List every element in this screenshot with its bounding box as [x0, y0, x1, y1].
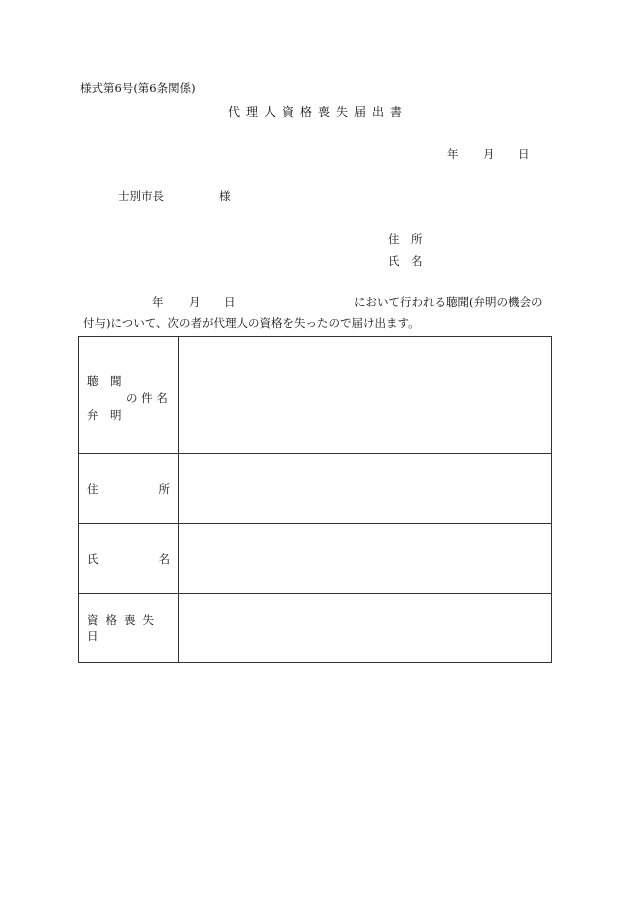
notification-table: [78, 336, 552, 663]
loss-date-label: 資格喪失日: [87, 613, 161, 643]
table-row-loss-date: [79, 594, 552, 663]
address-input-cell[interactable]: [179, 454, 552, 524]
address-label-left: 住: [87, 481, 99, 496]
name-input-cell[interactable]: [179, 524, 552, 594]
body-text-line2: 付与)について、次の者が代理人の資格を失ったので届け出ます。: [83, 316, 420, 330]
case-label-explanation: 弁 明: [87, 408, 122, 422]
address-label-cell: [79, 454, 179, 524]
addressee-honorific: 様: [219, 189, 231, 203]
case-label-hearing: 聴 聞: [87, 374, 122, 388]
document-title: 代理人資格喪失届出書: [228, 105, 409, 119]
applicant-address-label: 住 所: [388, 232, 423, 246]
applicant-name-label: 氏 名: [388, 254, 423, 268]
hearing-month: 月: [189, 295, 201, 309]
submission-date-year: 年: [447, 147, 459, 161]
hearing-year: 年: [152, 295, 164, 309]
name-label-right: 名: [158, 551, 170, 566]
hearing-day: 日: [224, 295, 236, 309]
loss-date-input-cell[interactable]: [179, 594, 552, 663]
addressee-office: 士別市長: [118, 189, 164, 203]
form-number: 様式第6号(第6条関係): [80, 81, 196, 95]
table-row-address: [79, 454, 552, 524]
case-label-subject: の 件 名: [126, 391, 168, 405]
submission-date-day: 日: [518, 147, 530, 161]
name-label-left: 氏: [87, 551, 99, 566]
submission-date-month: 月: [483, 147, 495, 161]
table-row-name: [79, 524, 552, 594]
body-text-line1: において行われる聴聞(弁明の機会の: [354, 295, 543, 309]
case-name-label-cell: [79, 337, 179, 454]
address-label-right: 所: [158, 481, 170, 496]
table-row-case-name: [79, 337, 552, 454]
loss-date-label-cell: [79, 594, 179, 663]
case-name-input-cell[interactable]: [179, 337, 552, 454]
name-label-cell: [79, 524, 179, 594]
